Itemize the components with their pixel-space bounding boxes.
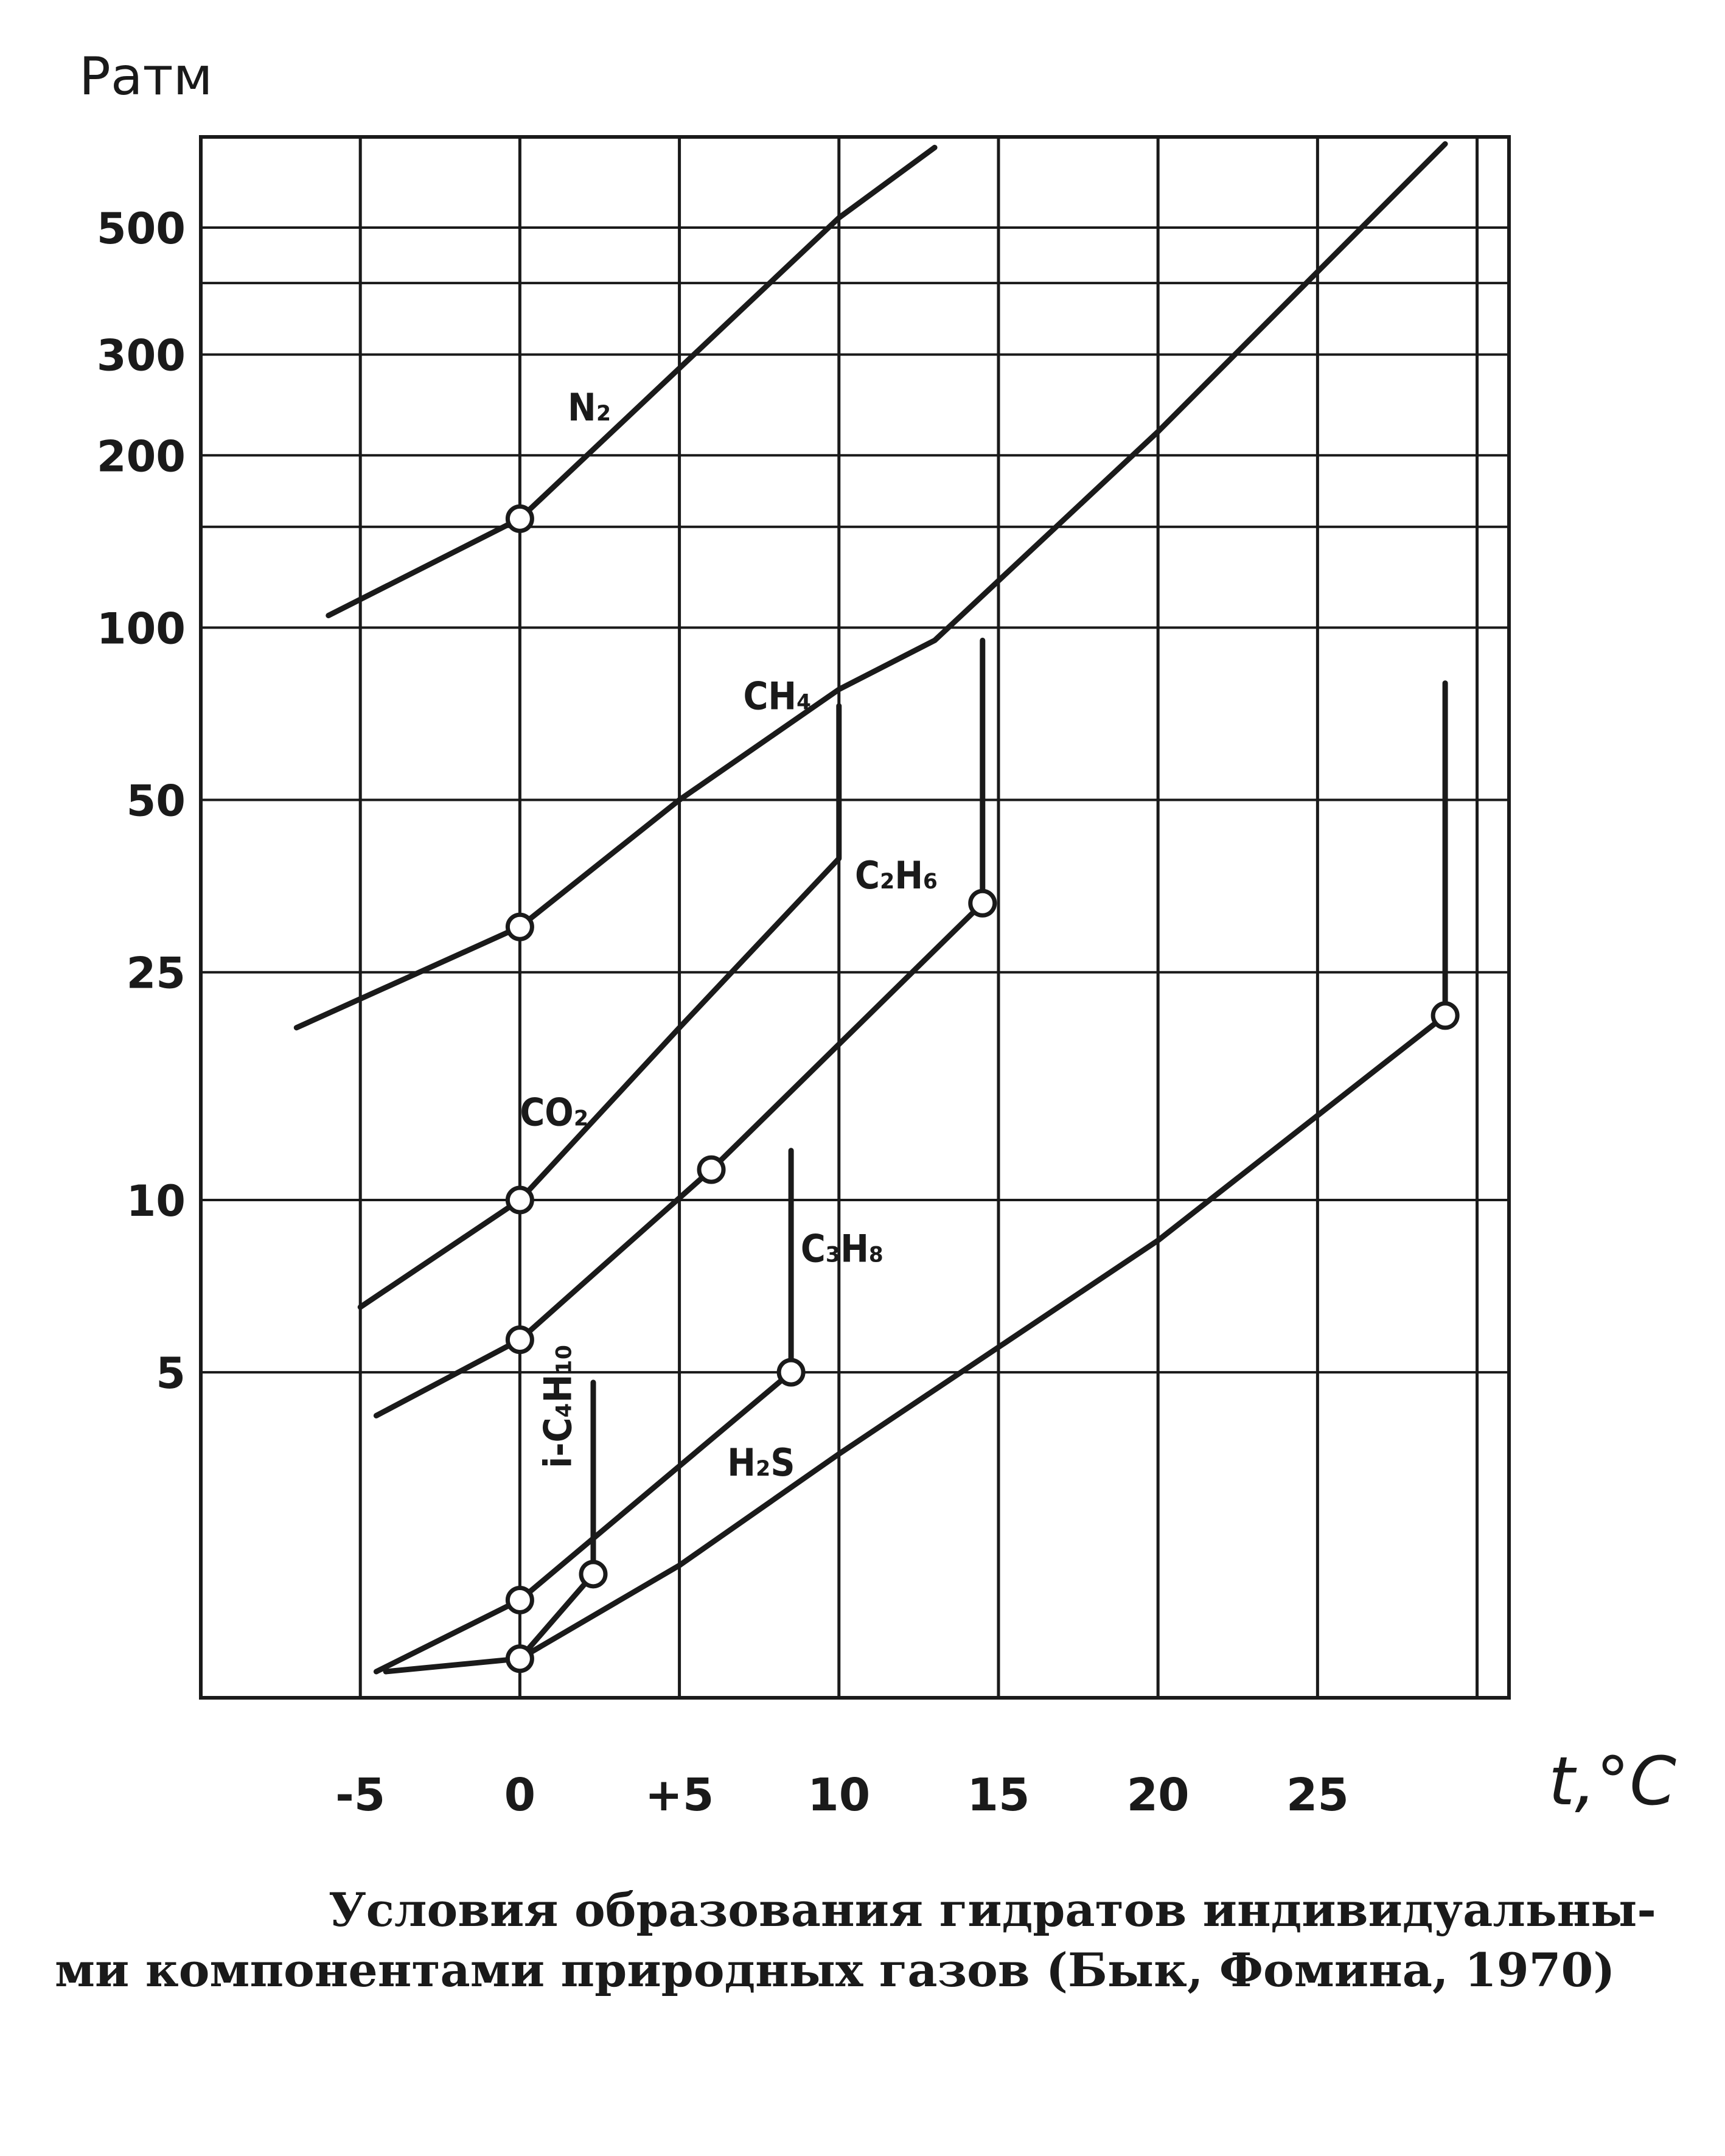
series-line-6 <box>386 683 1445 1672</box>
caption-line-2: ми компонентами природных газов (Бык, Фомина, 1970) <box>55 1942 1615 1997</box>
x-tick-label: -5 <box>335 1769 386 1821</box>
x-tick-label: 10 <box>807 1769 871 1821</box>
data-marker <box>971 891 995 915</box>
x-tick-label: 25 <box>1286 1769 1349 1821</box>
data-marker <box>507 506 532 531</box>
data-marker <box>507 1188 532 1212</box>
data-marker <box>507 1588 532 1612</box>
x-axis-title: t,°C <box>1549 1742 1676 1820</box>
series-label: H₂S <box>727 1440 795 1485</box>
series-label: C₂H₆ <box>855 853 938 898</box>
x-tick-label: 0 <box>504 1769 536 1821</box>
series-line-0 <box>329 147 935 615</box>
series-line-4 <box>376 1151 791 1672</box>
x-tick-label: +5 <box>644 1769 714 1821</box>
y-tick-label: 500 <box>96 203 186 254</box>
series-label: CO₂ <box>520 1090 589 1135</box>
caption-line-1: Условия образования гидратов индивидуальны- <box>329 1883 1656 1937</box>
y-tick-labels <box>97 204 186 1398</box>
y-tick-label: 300 <box>96 330 186 381</box>
series-labels <box>520 385 938 1485</box>
y-tick-label: 50 <box>126 776 186 826</box>
x-tick-labels <box>335 1769 1349 1821</box>
plot-frame <box>201 137 1509 1698</box>
data-marker <box>507 915 532 939</box>
x-tick-label: 15 <box>967 1769 1030 1821</box>
series-label: C₃H₈ <box>800 1226 884 1271</box>
data-marker <box>581 1562 605 1586</box>
y-tick-label: 5 <box>156 1348 186 1399</box>
data-marker <box>1433 1003 1457 1028</box>
series-label: CH₄ <box>743 674 812 719</box>
y-tick-label: 10 <box>126 1176 186 1226</box>
series-label: N₂ <box>568 385 612 430</box>
y-tick-label: 100 <box>96 604 186 654</box>
curves <box>296 144 1445 1672</box>
series-label: i-C₄H₁₀ <box>535 1344 580 1468</box>
data-marker <box>507 1647 532 1671</box>
y-axis-title: Ратм <box>79 46 213 107</box>
y-tick-label: 25 <box>126 948 186 999</box>
series-line-2 <box>360 706 839 1307</box>
grid <box>201 137 1509 1698</box>
data-marker <box>699 1157 723 1182</box>
y-tick-label: 200 <box>96 431 186 482</box>
figure-caption <box>55 1880 1698 2001</box>
data-marker <box>507 1328 532 1352</box>
x-tick-label: 20 <box>1126 1769 1190 1821</box>
data-marker <box>779 1360 803 1384</box>
